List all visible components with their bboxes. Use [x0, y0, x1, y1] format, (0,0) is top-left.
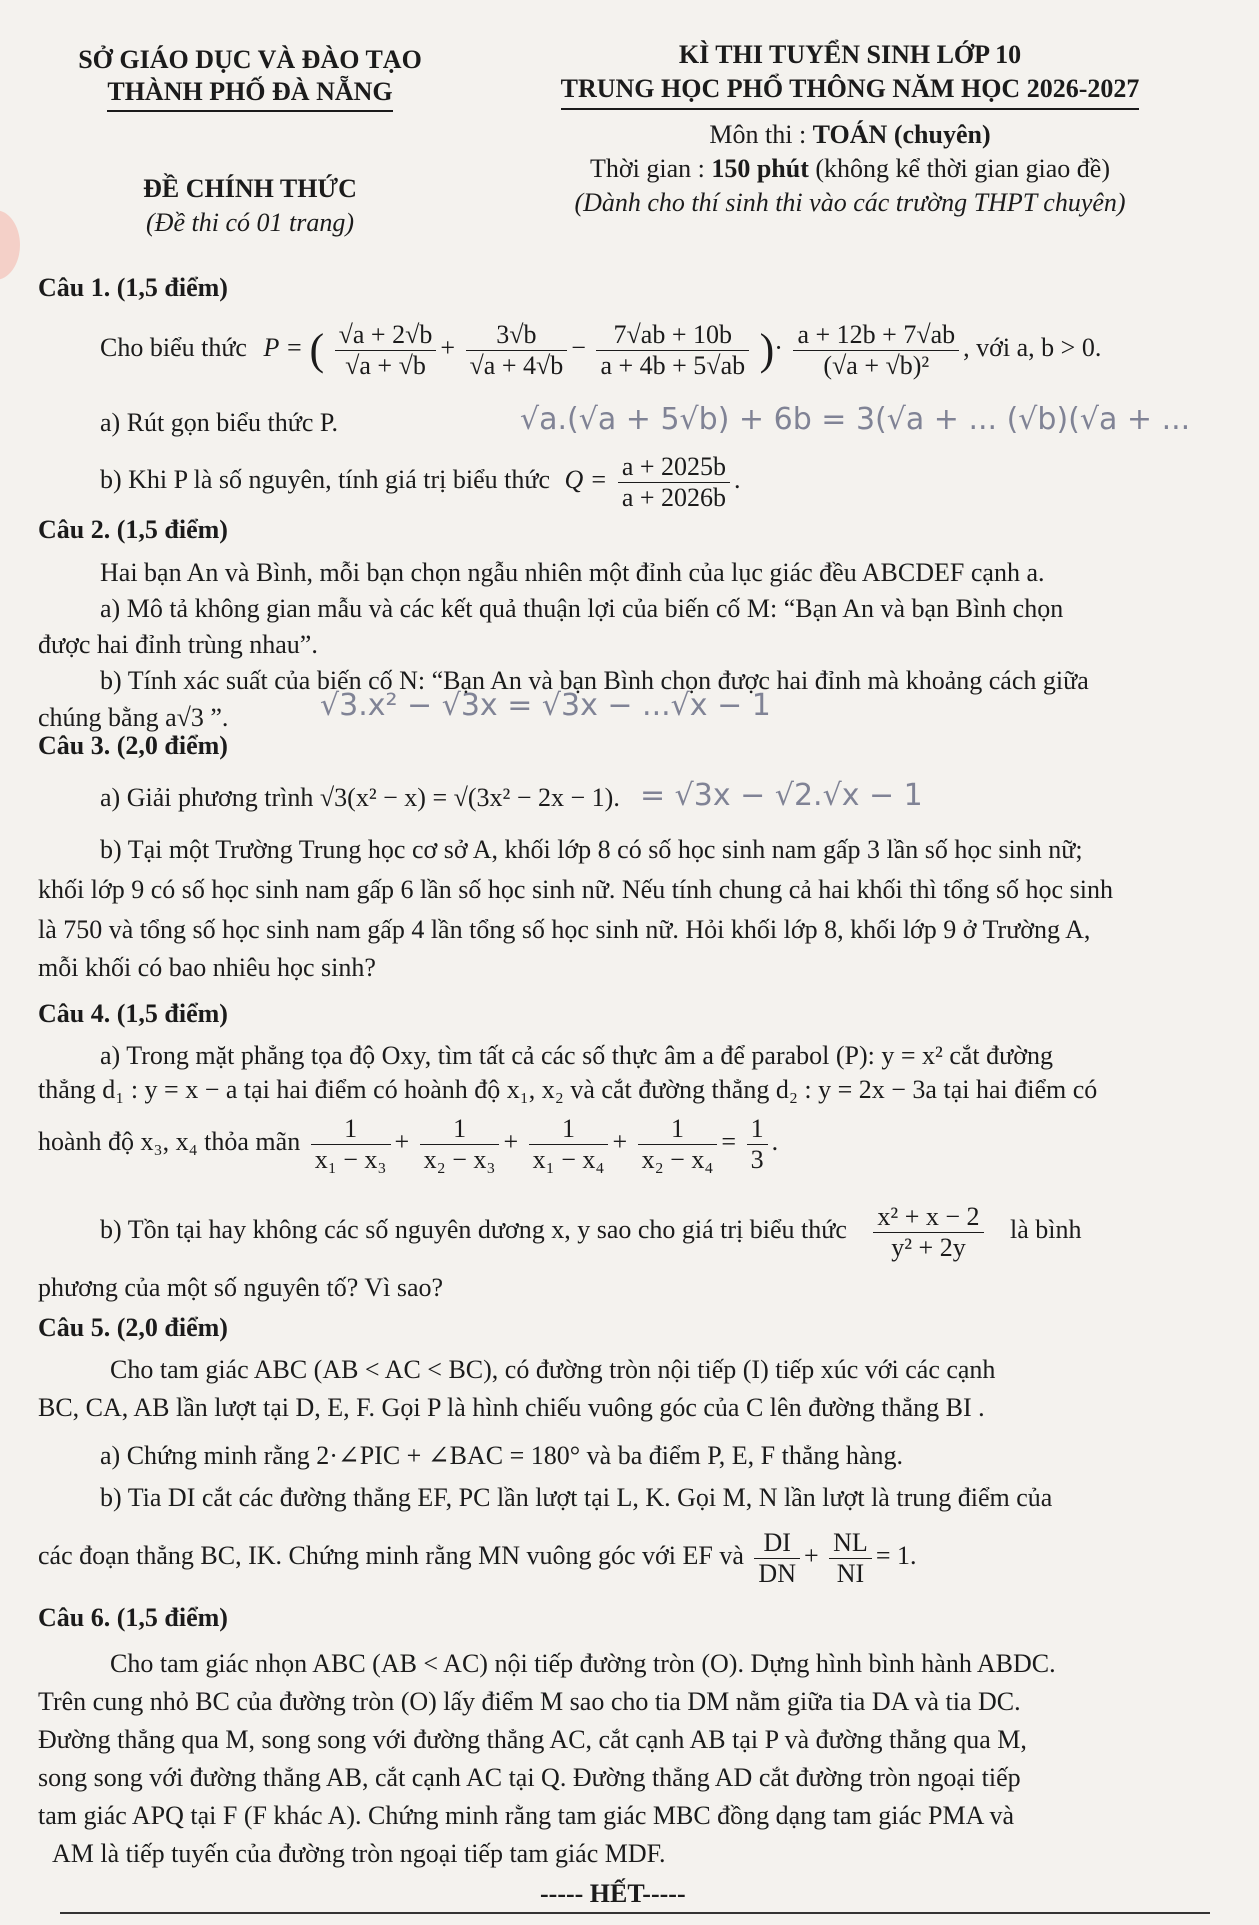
q6-line2: Trên cung nhỏ BC của đường tròn (O) lấy điểm M sao cho tia DM nằm giữa tia DA và tia DC. [38, 1687, 1021, 1716]
q3-part-b-line2: khối lớp 9 có số học sinh nam gấp 6 lần số học sinh nữ. Nếu tính chung cả hai khối thì tổng số học sinh [38, 875, 1113, 904]
bottom-rule [60, 1912, 1210, 1914]
end-marker: ----- HẾT----- [540, 1879, 686, 1908]
q4-frac1: $\frac{1}{\text{x₁ − x₃}}$ [311, 1114, 391, 1175]
handwriting-2: √3.x² − √3x = √3x − ...√x − 1 [320, 688, 771, 723]
q2-part-a-line1: a) Mô tả không gian mẫu và các kết quả thuận lợi của biến cố M: “Bạn An và bạn Bình chọn [100, 594, 1064, 623]
exam-title: KÌ THI TUYỂN SINH LỚP 10 [678, 40, 1022, 69]
q2-part-a-line2: được hai đỉnh trùng nhau”. [38, 630, 318, 659]
department-header [40, 44, 460, 112]
q1-expression: Cho biểu thức P = ( $\frac{√a + 2√b}{√a + √b}$ + $\frac{3√b}{√a + 4√b}$ − $\frac{7√ab + 10b}{a + 4b + 5√ab}$ )· $\frac{a + 12b + 7√ab}{\text{(√a + √b)²}}$ , với a, b > 0. [100, 319, 1102, 380]
q3-part-a: a) Giải phương trình √3(x² − x) = √(3x² − 2x − 1). [100, 783, 620, 812]
handwriting-1: √a.(√a + 5√b) + 6b = 3(√a + ... (√b)(√a + ... [520, 402, 1191, 437]
city-name: THÀNH PHỐ ĐÀ NẴNG [40, 76, 460, 112]
q2-part-b-line2: chúng bằng a√3 ”. [38, 703, 229, 732]
page-count: (Đề thi có 01 trang) [146, 208, 354, 237]
q6-line6: AM là tiếp tuyến của đường tròn ngoại tiếp tam giác MDF. [52, 1839, 666, 1868]
q3-title: Câu 3. (2,0 điểm) [38, 731, 228, 760]
q4-part-b-line2: phương của một số nguyên tố? Vì sao? [38, 1273, 444, 1302]
q5-part-a: a) Chứng minh rằng 2·∠PIC + ∠BAC = 180° và ba điểm P, E, F thẳng hàng. [100, 1441, 903, 1470]
q1-q-frac: $\frac{a + 2025b}{a + 2026b}$ [618, 452, 730, 513]
q1-frac2: $\frac{3√b}{√a + 4√b}$ [466, 320, 568, 381]
q1-frac4: $\frac{a + 12b + 7√ab}{\text{(√a + √b)²}}$ [793, 320, 959, 381]
q2-intro: Hai bạn An và Bình, mỗi bạn chọn ngẫu nhiên một đỉnh của lục giác đều ABCDEF cạnh a. [100, 558, 1045, 587]
q6-title: Câu 6. (1,5 điểm) [38, 1603, 228, 1632]
subject-block [470, 118, 1230, 220]
subject-line: Môn thi : TOÁN (chuyên) [709, 120, 991, 149]
official-label: ĐỀ CHÍNH THỨC [143, 174, 357, 203]
finger-blur [0, 210, 20, 280]
q4-frac3: $\frac{1}{\text{x₁ − x₄}}$ [529, 1114, 609, 1175]
q4-title: Câu 4. (1,5 điểm) [38, 999, 228, 1028]
q6-line1: Cho tam giác nhọn ABC (AB < AC) nội tiếp đường tròn (O). Dựng hình bình hành ABDC. [110, 1649, 1056, 1678]
q1-frac1: $\frac{√a + 2√b}{√a + √b}$ [335, 320, 437, 381]
handwriting-3: = √3x − √2.√x − 1 [640, 778, 923, 813]
q1-part-a: a) Rút gọn biểu thức P. [100, 408, 338, 437]
exam-header [470, 38, 1230, 110]
q1-title: Câu 1. (1,5 điểm) [38, 273, 228, 302]
q2-title: Câu 2. (1,5 điểm) [38, 515, 228, 544]
q5-part-b-line1: b) Tia DI cắt các đường thẳng EF, PC lần lượt tại L, K. Gọi M, N lần lượt là trung điểm của [100, 1483, 1053, 1512]
target-line: (Dành cho thí sinh thi vào các trường THPT chuyên) [574, 188, 1126, 217]
q4-b-frac: $\frac{\text{x² + x − 2}}{\text{y² + 2y}}$ [873, 1202, 983, 1263]
q6-line3: Đường thẳng qua M, song song với đường thẳng AC, cắt cạnh AB tại P và đường thẳng qua M, [38, 1725, 1027, 1754]
q1-part-b: b) Khi P là số nguyên, tính giá trị biểu thức Q = $\frac{a + 2025b}{a + 2026b}$ . [100, 451, 741, 512]
q4-part-a-line2: thẳng d₁ : y = x − a tại hai điểm có hoành độ x₁, x₂ và cắt đường thẳng d₂ : y = 2x − 3a tại hai điểm có [38, 1075, 1098, 1104]
q4-part-b-line1: b) Tồn tại hay không các số nguyên dương x, y sao cho giá trị biểu thức $\frac{\text{x² + x − 2}}{\text{y² + 2y}}$ là bình [100, 1201, 1082, 1262]
q3-part-b-line4: mỗi khối có bao nhiêu học sinh? [38, 953, 376, 982]
q5-part-b-line2: các đoạn thẳng BC, IK. Chứng minh rằng MN vuông góc với EF và $\frac{DI}{DN}$ + $\frac{NL}{NI}$ = 1. [38, 1527, 917, 1588]
q4-frac4: $\frac{1}{\text{x₂ − x₄}}$ [638, 1114, 718, 1175]
q3-part-b-line3: là 750 và tổng số học sinh nam gấp 4 lần tổng số học sinh nữ. Hỏi khối lớp 8, khối lớp 9 ở Trường A, [38, 915, 1091, 944]
q4-part-a-line3: hoành độ x₃, x₄ thỏa mãn $\frac{1}{\text{x₁ − x₃}}$ + $\frac{1}{\text{x₂ − x₃}}$ + $\frac{1}{\text{x₁ − x₄}}$ + $\frac{1}{\text{x₂ − x₄}}$ = $\frac{1}{3}$ . [38, 1113, 779, 1174]
time-line: Thời gian : 150 phút (không kể thời gian giao đề) [589, 154, 1110, 183]
q4-frac2: $\frac{1}{\text{x₂ − x₃}}$ [420, 1114, 500, 1175]
q5-frac2: $\frac{NL}{NI}$ [829, 1528, 872, 1589]
q5-line2: BC, CA, AB lần lượt tại D, E, F. Gọi P là hình chiếu vuông góc của C lên đường thẳng BI . [38, 1393, 985, 1422]
q6-line4: song song với đường thẳng AB, cắt cạnh AC tại Q. Đường thẳng AD cắt đường tròn ngoại tiếp [38, 1763, 1021, 1792]
q1-frac3: $\frac{7√ab + 10b}{a + 4b + 5√ab}$ [596, 320, 749, 381]
q5-title: Câu 5. (2,0 điểm) [38, 1313, 228, 1342]
department-name: SỞ GIÁO DỤC VÀ ĐÀO TẠO [78, 45, 422, 74]
q3-part-b-line1: b) Tại một Trường Trung học cơ sở A, khối lớp 8 có số học sinh nam gấp 3 lần số học sinh nữ; [100, 835, 1083, 864]
q5-frac1: $\frac{DI}{DN}$ [754, 1528, 800, 1589]
q5-line1: Cho tam giác ABC (AB < AC < BC), có đường tròn nội tiếp (I) tiếp xúc với các cạnh [110, 1355, 996, 1384]
q2-part-b-line1: b) Tính xác suất của biến cố N: “Bạn An và bạn Bình chọn được hai đỉnh mà khoảng cách giữa [100, 666, 1089, 695]
q6-line5: tam giác APQ tại F (F khác A). Chứng minh rằng tam giác MBC đồng dạng tam giác PMA và [38, 1801, 1014, 1830]
official-block [60, 172, 440, 240]
exam-year: TRUNG HỌC PHỔ THÔNG NĂM HỌC 2026-2027 [470, 72, 1230, 110]
q4-frac5: $\frac{1}{3}$ [747, 1114, 768, 1175]
q4-part-a-line1: a) Trong mặt phẳng tọa độ Oxy, tìm tất cả các số thực âm a để parabol (P): y = x² cắt đường [100, 1041, 1053, 1070]
